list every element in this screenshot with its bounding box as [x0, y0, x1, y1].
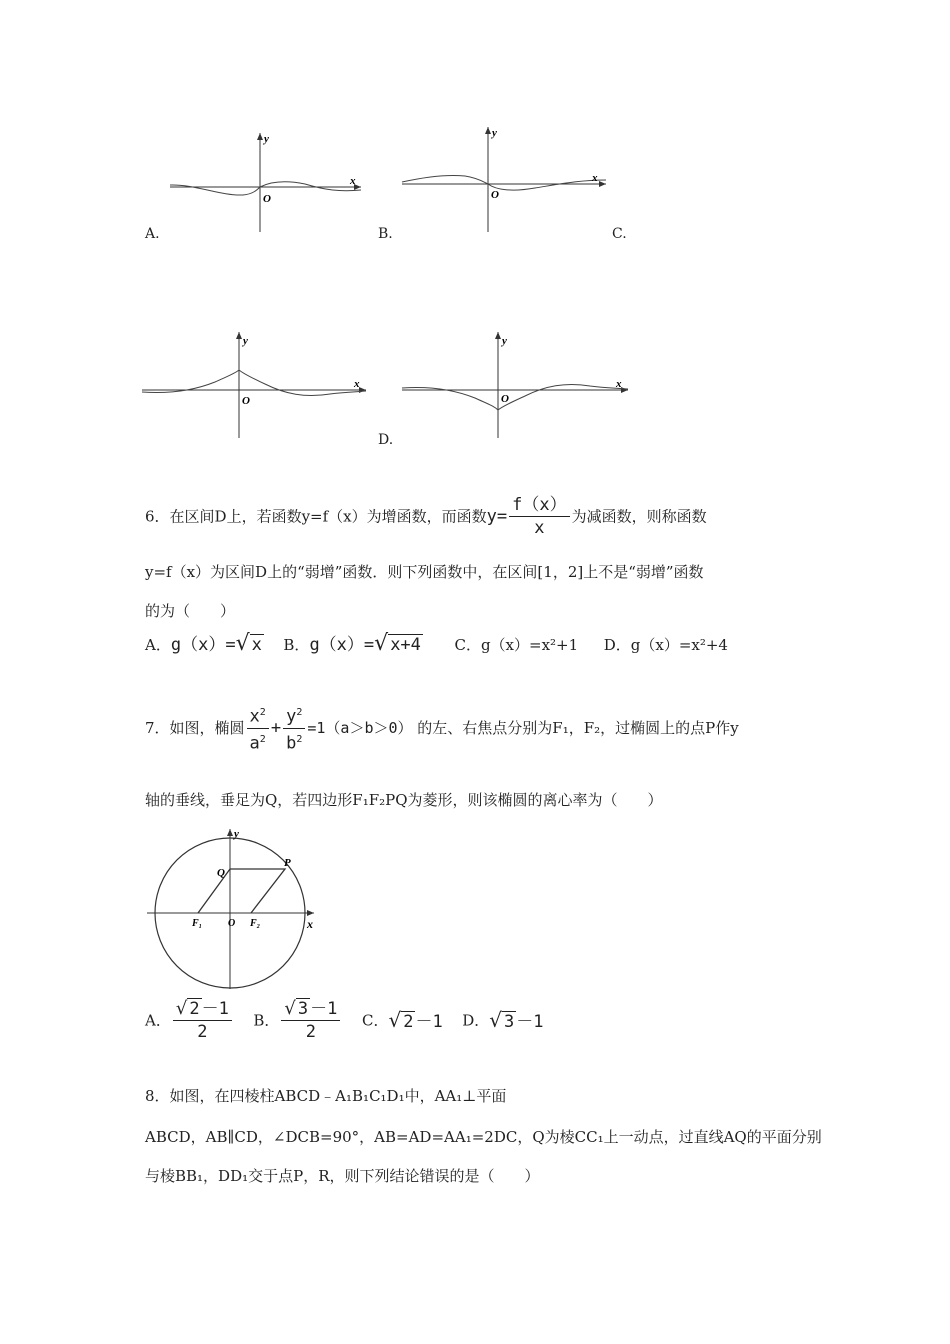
q7-plus: +	[270, 718, 282, 739]
q7-option-a-den: 2	[197, 1022, 208, 1042]
q6-fraction	[509, 494, 569, 539]
sqrt-icon: √	[388, 1007, 402, 1032]
q6-line3: 的为（ ）	[145, 602, 236, 620]
axis-x-label: x	[616, 378, 622, 390]
sqrt-icon: √	[489, 1007, 503, 1032]
q6-option-a-expr: g（x）=	[170, 635, 236, 655]
q7-option-b-rad: 3	[297, 999, 309, 1019]
axis-x-label: x	[592, 172, 598, 184]
q7-option-b	[281, 998, 340, 1043]
axis-x-label: x	[354, 378, 360, 390]
q7-x-num: x	[249, 706, 260, 727]
fig-x-label: x	[307, 917, 313, 931]
q7-x-exp: 2	[259, 707, 266, 718]
q6-option-a-rad: x	[251, 635, 262, 655]
q8-line3: 与棱BB₁，DD₁交于点P，R，则下列结论错误的是（ ）	[145, 1167, 540, 1185]
q6-option-d: D．g（x）=x²+4	[603, 636, 728, 654]
q6-frac-num: f（x）	[509, 494, 569, 517]
q7-option-d-tail: －1	[516, 1011, 544, 1032]
option-d-label: D.	[378, 432, 394, 448]
q6-option-b-expr: g（x）=	[309, 635, 375, 655]
q7-a-exp: 2	[259, 733, 266, 745]
q6-option-c: C．g（x）=x²+1	[454, 636, 579, 654]
q7-option-a-rad: 2	[189, 999, 200, 1019]
graph-b	[400, 122, 610, 234]
q7-y-exp: 2	[296, 707, 303, 718]
graph-a	[165, 128, 365, 238]
q7-option-b-tail: －1	[310, 999, 338, 1019]
q6-line1-post: 为减函数，则称函数	[571, 507, 707, 526]
q7-line2: 轴的垂线，垂足为Q，若四边形F₁F₂PQ为菱形，则该椭圆的离心率为（ ）	[145, 791, 663, 809]
q7-option-c-label: C．	[361, 1011, 389, 1030]
q7-option-c-rad: 2	[403, 1011, 414, 1032]
q7-fraction-x	[247, 702, 269, 754]
q7-ellipse-figure	[142, 825, 322, 990]
origin-label: O	[501, 393, 509, 405]
fig-f1-label: F₁	[192, 918, 203, 929]
q7-option-c-tail: －1	[415, 1011, 443, 1032]
q6-frac-lhs: y=	[486, 506, 508, 527]
option-a-label: A.	[145, 226, 160, 242]
q7-line1-pre: 7．如图，椭圆	[145, 719, 245, 738]
q6-frac-den: x	[534, 518, 545, 538]
q7-option-a-tail: －1	[201, 999, 229, 1019]
sqrt-icon: √	[235, 631, 250, 656]
q7-option-a	[173, 998, 232, 1043]
origin-label: O	[263, 193, 271, 205]
q6-option-b-label: B．	[283, 636, 310, 654]
axis-y-label: y	[243, 335, 248, 347]
q8-line1: 8．如图，在四棱柱ABCD﹣A₁B₁C₁D₁中，AA₁⊥平面	[145, 1087, 507, 1105]
q7-option-c	[388, 1007, 443, 1032]
q7-line1	[145, 702, 739, 762]
q7-option-d-label: D．	[462, 1011, 490, 1030]
q7-option-a-label: A．	[145, 1011, 171, 1030]
q6-line2: y=f（x）为区间D上的“弱增”函数．则下列函数中，在区间[1，2]上不是“弱增”函数	[145, 563, 704, 581]
q7-option-d-rad: 3	[504, 1011, 515, 1032]
q7-y-num: y	[286, 706, 297, 727]
q7-options	[145, 998, 544, 1048]
q7-y-den: b	[286, 733, 297, 754]
fig-o-label: O	[228, 918, 236, 929]
graph-c	[140, 330, 370, 440]
option-b-label: B.	[378, 226, 393, 242]
q6-option-b-rad: x+4	[390, 635, 421, 655]
fig-q-label: Q	[217, 867, 225, 879]
q6-line1-pre: 6．在区间D上，若函数y=f（x）为增函数，而函数	[145, 507, 487, 526]
q6-option-a-label: A．	[145, 636, 171, 654]
axis-y-label: y	[492, 127, 497, 139]
fig-f2-label: F₂	[250, 918, 261, 929]
origin-label: O	[242, 395, 250, 407]
axis-y-label: y	[502, 335, 507, 347]
origin-label: O	[491, 189, 499, 201]
q7-b-exp: 2	[296, 733, 303, 745]
q6-line1	[145, 494, 707, 540]
sqrt-icon: √	[175, 998, 188, 1019]
sqrt-icon: √	[374, 631, 389, 656]
q7-option-b-den: 2	[305, 1022, 317, 1042]
q8-line2: ABCD，AB∥CD，∠DCB=90°，AB=AD=AA₁=2DC，Q为棱CC₁上一动点，过直线AQ的平面分别	[145, 1128, 822, 1146]
q7-option-b-label: B．	[253, 1011, 280, 1030]
fig-y-label: y	[234, 828, 239, 840]
option-c-label: C.	[612, 226, 627, 242]
graph-d	[400, 330, 632, 440]
graph-options	[0, 0, 950, 460]
q7-line1-post: 的左、右焦点分别为F₁，F₂，过椭圆上的点P作y	[417, 719, 739, 738]
sqrt-icon: √	[284, 998, 296, 1019]
q6-options	[145, 631, 728, 656]
q7-option-d	[489, 1007, 544, 1032]
fig-p-label: P	[284, 857, 291, 869]
axis-y-label: y	[264, 133, 269, 145]
q7-eq: =1（a＞b＞0）	[307, 719, 413, 738]
axis-x-label: x	[350, 175, 356, 187]
q7-fraction-y	[283, 702, 305, 754]
q7-x-den: a	[249, 733, 260, 754]
